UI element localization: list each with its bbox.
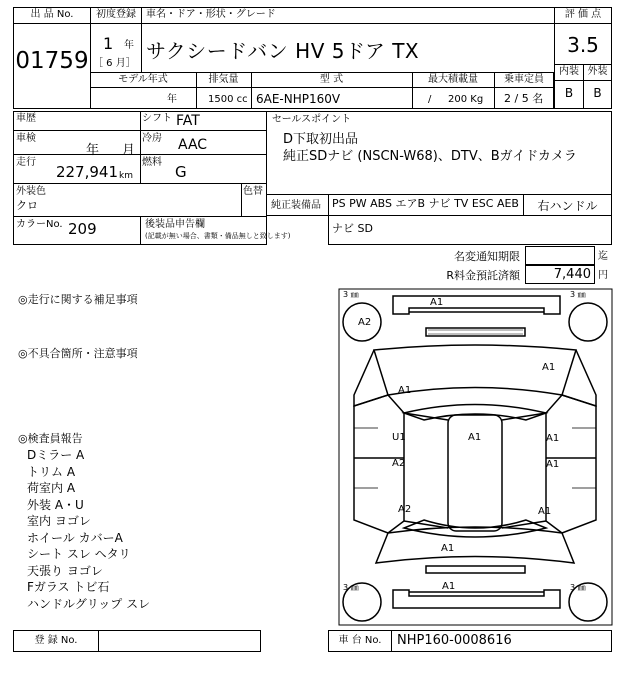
equipment-item: ナビ: [428, 197, 451, 210]
inspector-item: Fガラス トビ石: [27, 580, 110, 594]
fuel-value: G: [175, 163, 187, 181]
mark-left-front-door: U1: [392, 432, 406, 443]
equipment-item: PS: [332, 197, 346, 210]
tire-depth-front-left: 3 ㎜: [343, 290, 359, 299]
front-grille-slats: [428, 330, 523, 334]
ac-value: AAC: [178, 137, 208, 153]
interior-grade: B: [564, 86, 574, 100]
reg-no-label: 登 録 No.: [34, 635, 78, 646]
defects-notes-label: ◎不具合箇所・注意事項: [18, 347, 138, 360]
diagram-frame: [339, 289, 612, 625]
history-label: 車歴: [16, 113, 36, 124]
max-load-label: 最大積載量: [428, 74, 478, 85]
color-value: クロ: [16, 199, 38, 212]
car-damage-diagram: [338, 288, 613, 626]
inspector-item: Dミラー A: [27, 448, 85, 462]
ac-label: 冷房: [142, 133, 162, 144]
mark-front-bumper: A1: [430, 297, 444, 308]
inspection-year: 年: [86, 143, 100, 158]
equipment-list: [332, 197, 519, 211]
wheel-front-right: [569, 303, 607, 341]
handle-value: 右ハンドル: [537, 199, 598, 213]
equipment-label: 純正装備品: [271, 200, 321, 211]
equipment-divider-1: [328, 194, 329, 216]
type-label: 型 式: [319, 74, 344, 85]
mark-right-quarter: A1: [538, 506, 552, 517]
mark-left-rear-door: A2: [392, 458, 406, 469]
color-no-value: 209: [68, 220, 97, 238]
chassis-label: 車 台 No.: [338, 635, 382, 646]
mark-roof: A1: [468, 432, 482, 443]
lot-number: 01759: [15, 48, 89, 74]
pillars: [404, 413, 546, 528]
tire-depth-front-right: 3 ㎜: [570, 290, 586, 299]
exterior-label: 外装: [587, 66, 608, 77]
interior-label: 内装: [559, 66, 579, 77]
model-year-label: モデル年式: [118, 74, 168, 85]
inspector-item: 外装 A・U: [27, 497, 84, 512]
first-reg-year: 1: [103, 34, 114, 53]
color-change-label: 色替: [243, 186, 263, 197]
inspector-report-label: ◎検査員報告: [18, 432, 83, 445]
color-label: 外装色: [16, 186, 46, 197]
displacement-value: 1500 cc: [208, 94, 248, 105]
mark-right-front-door: A1: [546, 433, 560, 444]
first-reg-year-unit: 年: [124, 40, 134, 51]
mileage-value: 227,941: [55, 163, 118, 181]
max-load-slash: /: [428, 94, 432, 105]
inspector-item: 室内 ヨゴレ: [27, 514, 91, 528]
details-col-divider: [140, 111, 141, 184]
inspector-item: 天張り ヨゴレ: [27, 563, 103, 578]
mark-right-rear-door: A1: [546, 459, 560, 470]
recycle-unit: 円: [598, 270, 608, 281]
mileage-unit: km: [119, 171, 133, 181]
reg-no-value-box: [98, 630, 261, 652]
chassis-no: NHP160-0008616: [397, 633, 512, 648]
sales-points-line1: D下取初出品: [283, 132, 359, 147]
aftermarket-note: (記載が無い場合、書類・備品無しと致します): [145, 232, 291, 240]
color-no-label: カラーNo.: [16, 219, 63, 230]
rating-value: 3.5: [567, 33, 599, 57]
mark-back-door: A1: [441, 543, 455, 554]
fuel-label: 燃料: [142, 157, 162, 168]
inspector-item: シート スレ ヘタリ: [27, 547, 131, 561]
inspector-item: トリム A: [27, 464, 76, 479]
driving-notes-label: ◎走行に関する補足事項: [18, 293, 138, 306]
car-name: サクシードバン HV 5ドア TX: [146, 39, 420, 63]
equipment-item: PW: [349, 197, 367, 210]
capacity-value: 2 / 5 名: [504, 92, 544, 105]
wheel-rear-right: [569, 583, 607, 621]
shift-label: シフト: [142, 113, 172, 124]
inspector-item: 荷室内 A: [27, 481, 76, 495]
recycle-label: R料金預託済額: [446, 269, 520, 282]
mark-left-quarter: A2: [398, 504, 412, 515]
recycle-amount: 7,440: [553, 267, 591, 282]
windshield-shape: [404, 405, 546, 421]
mark-fender-front-right: A1: [542, 362, 556, 373]
tire-depth-rear-right: 3 ㎜: [570, 583, 586, 592]
sales-points-line2: 純正SDナビ (NSCN-W68)、DTV、Bガイドカメラ: [283, 149, 577, 164]
type-value: 6AE-NHP160V: [256, 92, 341, 106]
mark-hood-left: A1: [398, 385, 412, 396]
rating-label: 評 価 点: [564, 9, 602, 20]
shift-value: FAT: [176, 113, 200, 129]
mileage-label: 走行: [16, 157, 36, 168]
capacity-label: 乗車定員: [504, 74, 544, 85]
transfer-label: 名変通知期限: [454, 250, 520, 263]
equipment-item: エアB: [395, 197, 426, 210]
displacement-label: 排気量: [208, 74, 239, 85]
rear-garnish: [426, 566, 525, 573]
mark-front-left-wheel: A2: [358, 317, 372, 328]
inspector-item: ホイール カバーA: [27, 530, 123, 545]
aftermarket-label: 後装品申告欄: [145, 219, 205, 230]
transfer-unit: 迄: [598, 251, 608, 262]
wheel-rear-left: [343, 583, 381, 621]
mark-rear-bumper: A1: [442, 581, 456, 592]
color-no-divider: [140, 216, 141, 245]
exterior-grade: B: [593, 86, 602, 100]
transfer-box: [525, 246, 595, 265]
sales-points-label: セールスポイント: [272, 114, 352, 125]
max-load-value: 200 Kg: [448, 94, 484, 105]
equipment-item: ABS: [370, 197, 393, 210]
tire-depth-rear-left: 3 ㎜: [343, 583, 359, 592]
equipment-item: ESC: [471, 197, 494, 210]
equipment-item: AEB: [496, 197, 519, 210]
inspector-item: ハンドルグリップ スレ: [27, 596, 151, 611]
equipment-item: TV: [454, 197, 469, 210]
lot-number-label: 出 品 No.: [30, 9, 74, 20]
model-year-unit: 年: [167, 94, 177, 105]
color-change-divider: [241, 183, 242, 217]
front-grille: [426, 328, 525, 336]
back-door-shape: [376, 527, 574, 563]
inspection-month: 月: [122, 143, 136, 158]
car-name-label: 車名・ドア・形状・グレード: [146, 9, 276, 20]
first-reg-label: 初度登録: [96, 9, 136, 20]
inspector-items-list: [27, 447, 150, 612]
inspection-label: 車検: [16, 133, 36, 144]
aftermarket-items: ナビ SD: [332, 222, 373, 235]
first-reg-month: ［ 6 月］: [93, 58, 136, 69]
specs-divider: [90, 87, 554, 88]
